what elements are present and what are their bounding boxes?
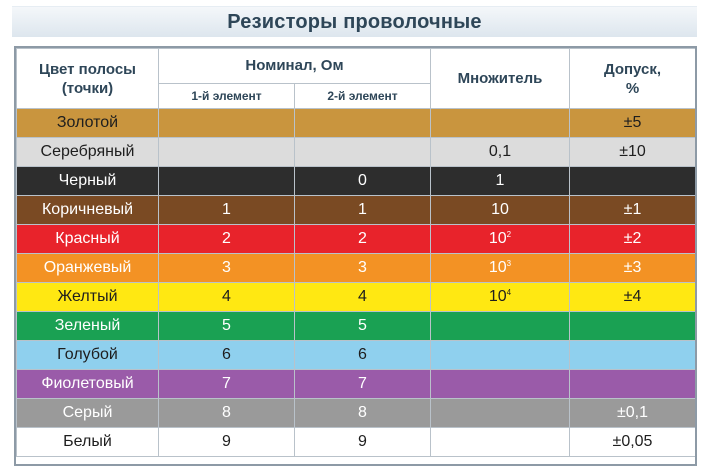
- element-1-cell: 7: [159, 370, 295, 399]
- color-name-cell: Фиолетовый: [17, 370, 159, 399]
- multiplier-base: 1: [495, 172, 505, 189]
- table-row: [17, 399, 696, 428]
- multiplier-base: 10: [488, 259, 507, 276]
- table-row: [17, 283, 696, 312]
- element-2-cell: 4: [295, 283, 431, 312]
- table-row: [17, 167, 696, 196]
- multiplier-cell: [431, 167, 570, 196]
- element-2-cell: 2: [295, 225, 431, 254]
- multiplier-base: 10: [488, 230, 507, 247]
- table-row: [17, 428, 696, 457]
- color-name-cell: Красный: [17, 225, 159, 254]
- header-element-1: 1-й элемент: [159, 84, 295, 109]
- page-title: Резисторы проволочные: [227, 10, 482, 33]
- header-color-line1: Цвет полосы: [39, 60, 136, 78]
- header-tolerance: [570, 49, 696, 109]
- table-row: [17, 225, 696, 254]
- element-2-cell: [295, 109, 431, 138]
- header-tolerance-line1: Допуск,: [603, 60, 662, 78]
- tolerance-cell: ±5: [570, 109, 696, 138]
- header-element-2: 2-й элемент: [295, 84, 431, 109]
- element-2-cell: 5: [295, 312, 431, 341]
- element-1-cell: 4: [159, 283, 295, 312]
- element-1-cell: [159, 109, 295, 138]
- color-name-cell: Желтый: [17, 283, 159, 312]
- resistor-table-frame: [14, 46, 697, 466]
- tolerance-cell: ±4: [570, 283, 696, 312]
- tolerance-cell: ±2: [570, 225, 696, 254]
- color-name-cell: Оранжевый: [17, 254, 159, 283]
- color-name-cell: Коричневый: [17, 196, 159, 225]
- color-name-cell: Серый: [17, 399, 159, 428]
- tolerance-cell: ±0,05: [570, 428, 696, 457]
- header-multiplier: Множитель: [431, 49, 570, 109]
- element-1-cell: 6: [159, 341, 295, 370]
- tolerance-cell: ±10: [570, 138, 696, 167]
- element-2-cell: 6: [295, 341, 431, 370]
- multiplier-cell: [431, 254, 570, 283]
- multiplier-cell: [431, 370, 570, 399]
- table-row: [17, 196, 696, 225]
- table-row: [17, 370, 696, 399]
- header-tolerance-line2: %: [625, 79, 640, 97]
- multiplier-base: 10: [488, 288, 507, 305]
- multiplier-cell: [431, 138, 570, 167]
- table-row: [17, 254, 696, 283]
- table-row: [17, 109, 696, 138]
- title-bar: [12, 6, 697, 37]
- element-1-cell: 8: [159, 399, 295, 428]
- table-row: [17, 138, 696, 167]
- element-2-cell: 3: [295, 254, 431, 283]
- multiplier-exponent: 2: [506, 230, 512, 239]
- tolerance-cell: [570, 312, 696, 341]
- element-2-cell: 7: [295, 370, 431, 399]
- multiplier-cell: [431, 428, 570, 457]
- element-1-cell: 5: [159, 312, 295, 341]
- multiplier-cell: [431, 283, 570, 312]
- multiplier-exponent: 3: [506, 259, 512, 268]
- element-1-cell: [159, 138, 295, 167]
- tolerance-cell: [570, 370, 696, 399]
- element-1-cell: 3: [159, 254, 295, 283]
- tolerance-cell: [570, 167, 696, 196]
- element-2-cell: [295, 138, 431, 167]
- resistor-color-table: [16, 48, 696, 457]
- element-1-cell: 1: [159, 196, 295, 225]
- element-2-cell: 0: [295, 167, 431, 196]
- header-color-line2: (точки): [61, 79, 114, 97]
- tolerance-cell: ±3: [570, 254, 696, 283]
- element-1-cell: 9: [159, 428, 295, 457]
- multiplier-cell: [431, 225, 570, 254]
- color-name-cell: Зеленый: [17, 312, 159, 341]
- tolerance-cell: ±1: [570, 196, 696, 225]
- tolerance-cell: [570, 341, 696, 370]
- element-2-cell: 9: [295, 428, 431, 457]
- color-name-cell: Серебряный: [17, 138, 159, 167]
- multiplier-cell: [431, 196, 570, 225]
- header-color: [17, 49, 159, 109]
- element-1-cell: 2: [159, 225, 295, 254]
- element-1-cell: [159, 167, 295, 196]
- tolerance-cell: ±0,1: [570, 399, 696, 428]
- header-nominal: Номинал, Ом: [159, 49, 431, 84]
- color-name-cell: Голубой: [17, 341, 159, 370]
- multiplier-cell: [431, 312, 570, 341]
- table-row: [17, 312, 696, 341]
- table-row: [17, 341, 696, 370]
- element-2-cell: 1: [295, 196, 431, 225]
- multiplier-cell: [431, 399, 570, 428]
- multiplier-cell: [431, 341, 570, 370]
- element-2-cell: 8: [295, 399, 431, 428]
- color-name-cell: Белый: [17, 428, 159, 457]
- color-name-cell: Черный: [17, 167, 159, 196]
- multiplier-exponent: 4: [506, 288, 512, 297]
- multiplier-cell: [431, 109, 570, 138]
- color-name-cell: Золотой: [17, 109, 159, 138]
- multiplier-base: 0,1: [488, 143, 512, 160]
- multiplier-base: 10: [491, 201, 509, 218]
